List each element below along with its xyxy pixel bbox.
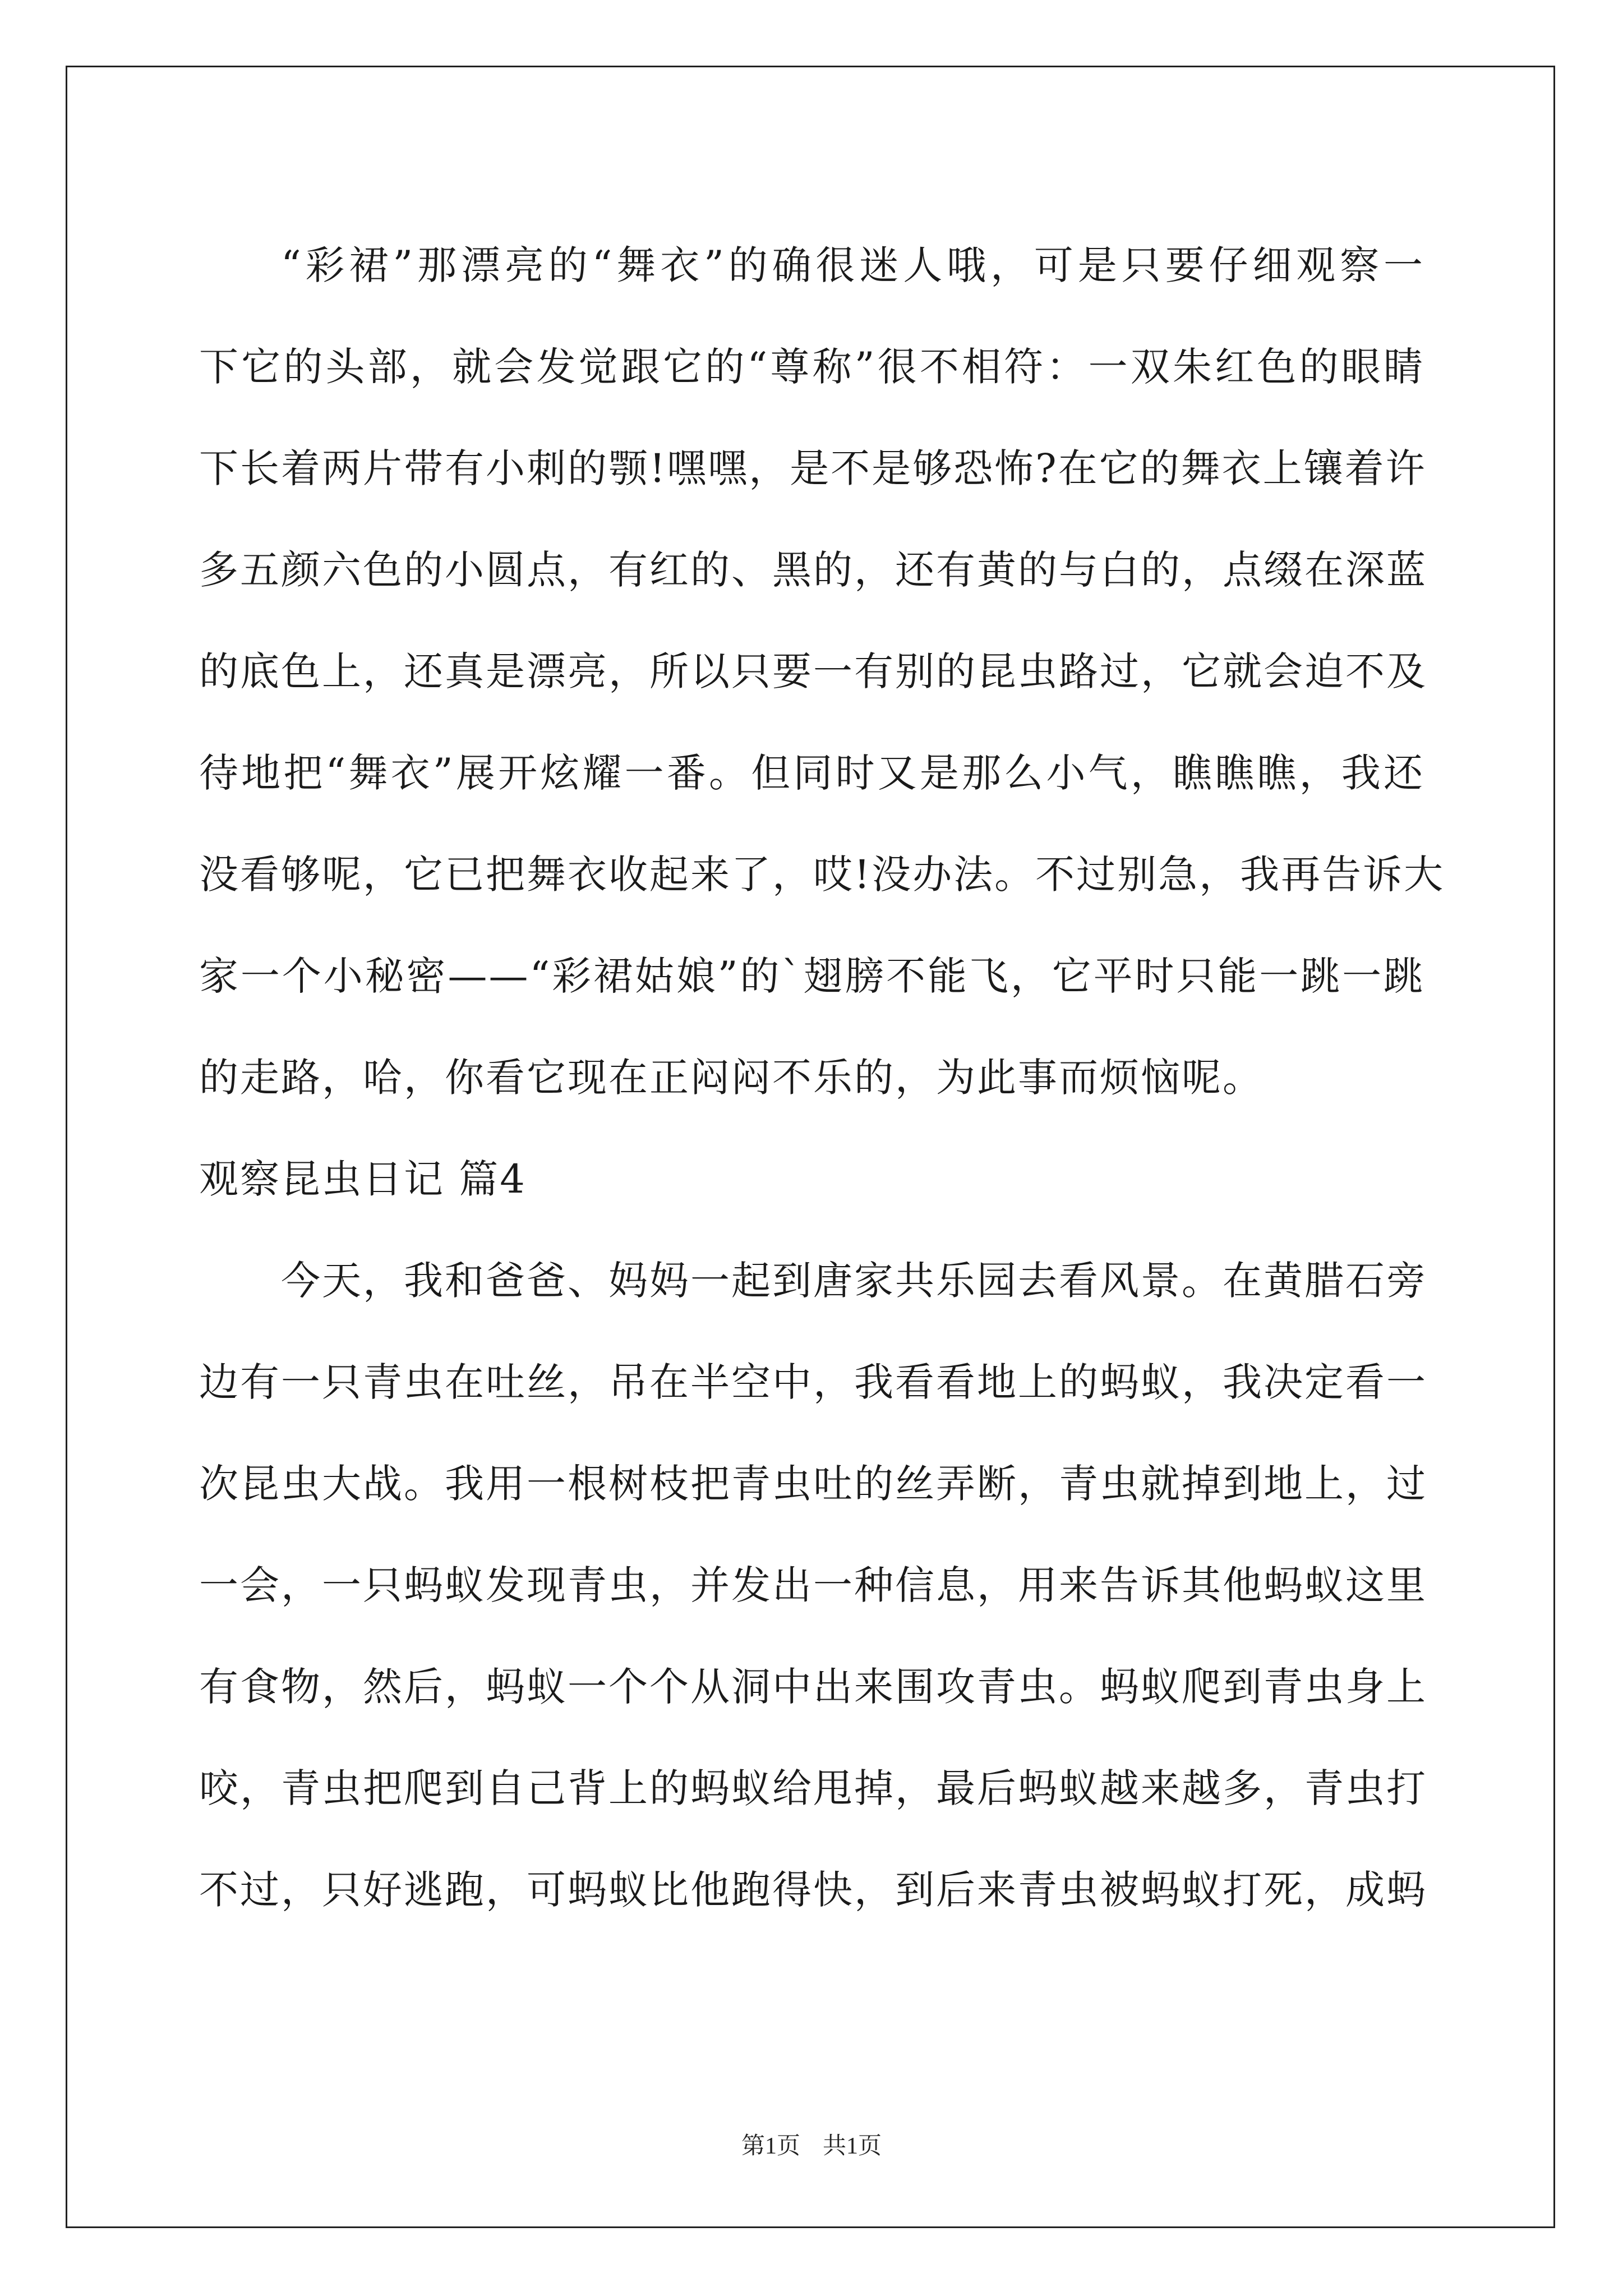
page-total: 共1页 [823,2133,882,2159]
text-line: “彩裙”那漂亮的“舞衣”的确很迷人哦，可是只要仔细观察一 [281,242,1424,288]
text-line: 有食物，然后，蚂蚁一个个从洞中出来围攻青虫。蚂蚁爬到青虫身上 [199,1664,1427,1710]
paragraph-2 [199,1230,1427,1941]
paragraph-1 [199,215,1445,1129]
text-line: 家一个小秘密——“彩裙姑娘”的`翅膀不能飞，它平时只能一跳一跳 [199,953,1424,999]
text-line: 下它的头部，就会发觉跟它的“尊称”很不相符：一双朱红色的眼睛 [199,344,1424,390]
text-line: 今天，我和爸爸、妈妈一起到唐家共乐园去看风景。在黄腊石旁 [281,1258,1427,1304]
text-line: 边有一只青虫在吐丝，吊在半空中，我看看地上的蚂蚁，我决定看一 [199,1359,1427,1405]
text-line: 次昆虫大战。我用一根树枝把青虫吐的丝弄断，青虫就掉到地上，过 [199,1461,1427,1507]
text-line: 没看够呢，它已把舞衣收起来了，哎!没办法。不过别急，我再告诉大 [199,852,1445,898]
text-line: 的走路，哈，你看它现在正闷闷不乐的，为此事而烦恼呢。 [199,1055,1264,1101]
text-line: 一会，一只蚂蚁发现青虫，并发出一种信息，用来告诉其他蚂蚁这里 [199,1562,1427,1608]
section-heading: 观察昆虫日记 篇4 [199,1156,527,1202]
page-footer [0,2127,1623,2161]
text-line: 不过，只好逃跑，可蚂蚁比他跑得快，到后来青虫被蚂蚁打死，成蚂 [199,1867,1427,1913]
text-line: 待地把“舞衣”展开炫耀一番。但同时又是那么小气，瞧瞧瞧，我还 [199,750,1424,796]
text-line: 咬，青虫把爬到自己背上的蚂蚁给甩掉，最后蚂蚁越来越多，青虫打 [199,1765,1427,1811]
page-number: 第1页 [741,2133,800,2159]
text-line: 的底色上，还真是漂亮，所以只要一有别的昆虫路过，它就会迫不及 [199,648,1427,694]
text-line: 多五颜六色的小圆点，有红的、黑的，还有黄的与白的，点缀在深蓝 [199,547,1427,593]
document-body [199,215,1445,1941]
text-line: 下长着两片带有小刺的颚!嘿嘿，是不是够恐怖?在它的舞衣上镶着许 [199,445,1427,491]
